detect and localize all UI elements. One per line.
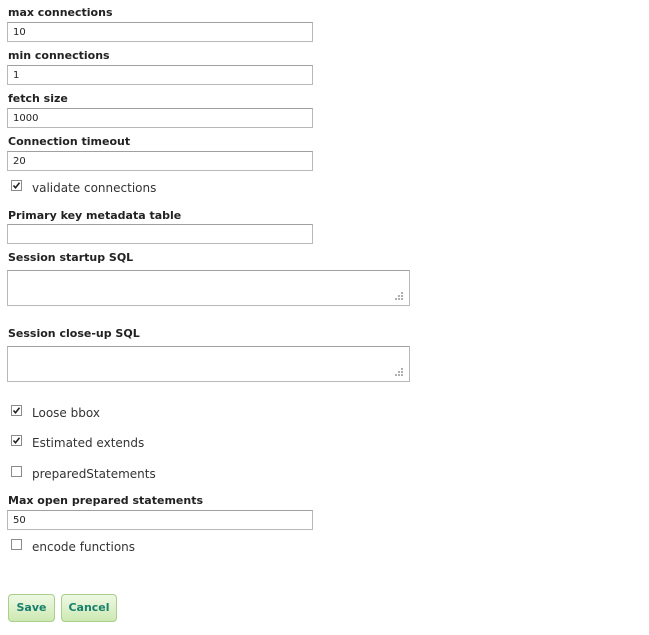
session-startup-sql-textarea[interactable] [7, 270, 410, 306]
connection-timeout-label: Connection timeout [8, 135, 131, 148]
min-connections-label: min connections [8, 49, 110, 62]
prepared-statements-checkbox[interactable] [11, 466, 22, 477]
prepared-statements-text: preparedStatements [32, 467, 156, 481]
fetch-size-input[interactable]: 1000 [7, 108, 313, 128]
checkmark-icon [12, 436, 21, 445]
max-connections-label: max connections [8, 6, 113, 19]
resize-grip-icon[interactable] [394, 291, 404, 301]
connection-timeout-input[interactable]: 20 [7, 151, 313, 171]
max-connections-input[interactable]: 10 [7, 22, 313, 42]
pk-metadata-table-input[interactable] [7, 224, 313, 244]
checkmark-icon [12, 406, 21, 415]
cancel-button[interactable]: Cancel [61, 594, 117, 622]
session-closeup-sql-textarea[interactable] [7, 346, 410, 382]
validate-connections-checkbox[interactable] [11, 180, 22, 191]
save-button[interactable]: Save [8, 594, 55, 622]
estimated-extends-text: Estimated extends [32, 436, 145, 450]
loose-bbox-checkbox[interactable] [11, 405, 22, 416]
resize-grip-icon[interactable] [394, 367, 404, 377]
loose-bbox-text: Loose bbox [32, 406, 100, 420]
checkmark-icon [12, 181, 21, 190]
validate-connections-text: validate connections [32, 181, 157, 195]
encode-functions-checkbox[interactable] [11, 539, 22, 550]
session-startup-sql-label: Session startup SQL [8, 251, 134, 264]
min-connections-input[interactable]: 1 [7, 65, 313, 85]
encode-functions-text: encode functions [32, 540, 136, 554]
max-open-prepared-statements-label: Max open prepared statements [8, 494, 203, 507]
session-closeup-sql-label: Session close-up SQL [8, 327, 140, 340]
pk-metadata-table-label: Primary key metadata table [8, 209, 182, 222]
max-open-prepared-statements-input[interactable]: 50 [7, 510, 313, 530]
fetch-size-label: fetch size [8, 92, 68, 105]
estimated-extends-checkbox[interactable] [11, 435, 22, 446]
